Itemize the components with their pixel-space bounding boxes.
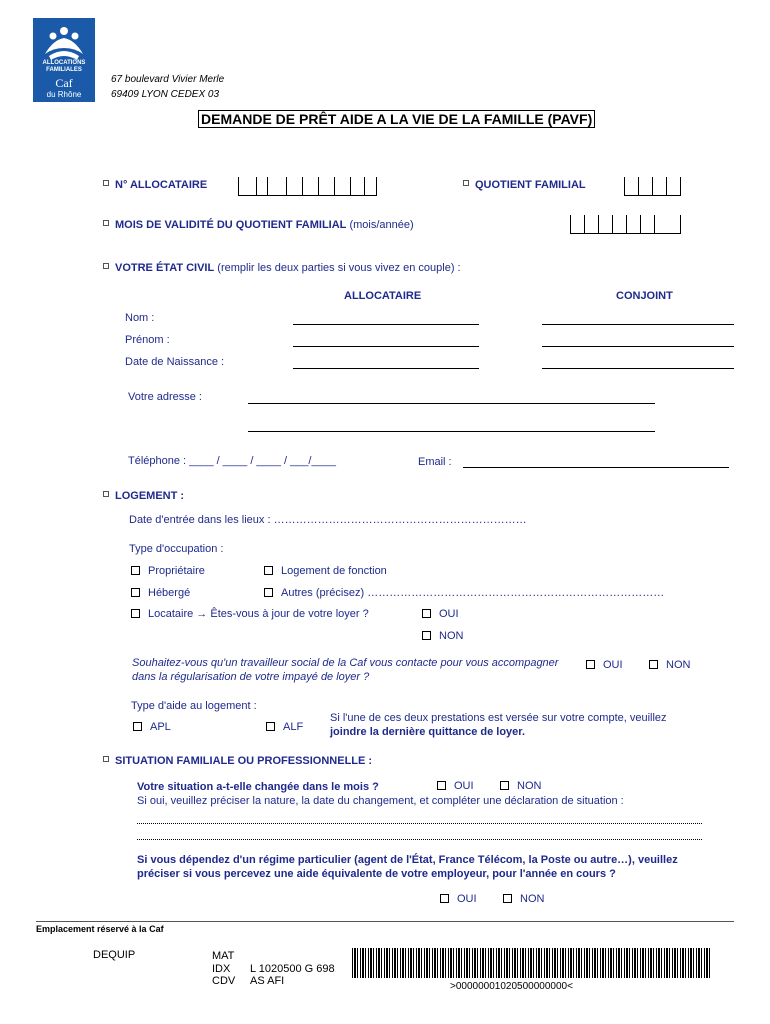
barcode-text: >00000001020500000000<	[450, 981, 573, 992]
loyer-non-label: NON	[439, 630, 464, 642]
page-title: DEMANDE DE PRÊT AIDE A LA VIE DE LA FAMILLE (PAVF)	[198, 110, 595, 128]
bullet-icon	[103, 263, 109, 269]
social-question: Souhaitez-vous qu'un travailleur social de la Caf vous contacte pour vous accompagner dans la régularisation de votre impayé de loyer ?	[132, 657, 559, 683]
situation-oui-label: OUI	[454, 780, 474, 792]
social-non-label: NON	[666, 659, 691, 671]
apl-label: APL	[150, 721, 171, 733]
regime-question: Si vous dépendez d'un régime particulier (agent de l'État, France Télécom, la Poste ou autre…), veuillez préciser si vous percevez une aide équivalente de votre employeur, pour l'année en cours ?	[137, 854, 678, 880]
checkbox-icon[interactable]	[131, 566, 140, 575]
telephone-field[interactable]: Téléphone : ____ / ____ / ____ / ___/____	[128, 455, 336, 467]
locataire-label: Locataire → Êtes-vous à jour de votre loyer ?	[148, 608, 369, 620]
allocataire-number-text: N° ALLOCATAIRE	[115, 179, 208, 191]
loyer-oui-option[interactable]	[422, 608, 459, 620]
proprietaire-option[interactable]	[131, 565, 205, 577]
situation-label: SITUATION FAMILIALE OU PROFESSIONNELLE :	[115, 755, 373, 767]
situation-heading	[103, 755, 372, 767]
proprietaire-label: Propriétaire	[148, 565, 205, 577]
bullet-icon	[103, 491, 109, 497]
bullet-icon	[103, 180, 109, 186]
situation-question: Votre situation a-t-elle changée dans le mois ?	[137, 781, 379, 793]
bullet-icon	[103, 220, 109, 226]
naissance-conjoint-field[interactable]	[542, 368, 734, 369]
situation-details-field-1[interactable]	[137, 823, 702, 824]
fonction-label: Logement de fonction	[281, 565, 387, 577]
checkbox-icon[interactable]	[264, 588, 273, 597]
prenom-label: Prénom :	[125, 334, 170, 346]
logo-line1: ALLOCATIONS	[42, 60, 86, 66]
bullet-icon	[103, 756, 109, 762]
checkbox-icon[interactable]	[500, 781, 509, 790]
checkbox-icon[interactable]	[264, 566, 273, 575]
checkbox-icon[interactable]	[266, 722, 275, 731]
regime-oui-option[interactable]	[440, 893, 477, 905]
type-occupation-label: Type d'occupation :	[129, 543, 224, 555]
alf-label: ALF	[283, 721, 304, 733]
caf-logo	[33, 18, 95, 102]
logement-heading	[103, 490, 184, 502]
logo-region: du Rhône	[46, 90, 82, 99]
quotient-field[interactable]	[624, 177, 681, 196]
regime-non-option[interactable]	[503, 893, 544, 905]
logo-brand: Caf	[55, 76, 73, 90]
fonction-option[interactable]	[264, 565, 387, 577]
checkbox-icon[interactable]	[131, 609, 140, 618]
allocataire-number-label	[103, 179, 207, 191]
loyer-oui-label: OUI	[439, 608, 459, 620]
regime-non-label: NON	[520, 893, 545, 905]
regime-oui-label: OUI	[457, 893, 477, 905]
social-oui-option[interactable]	[586, 659, 623, 671]
col-conjoint: CONJOINT	[616, 290, 673, 302]
email-label: Email :	[418, 456, 452, 468]
etat-civil-label: VOTRE ÉTAT CIVIL	[115, 262, 215, 274]
idx-label: IDX	[212, 963, 231, 975]
aide-label: Type d'aide au logement :	[131, 700, 257, 712]
adresse-field-1[interactable]	[248, 403, 655, 404]
prenom-conjoint-field[interactable]	[542, 346, 734, 347]
aide-note	[330, 711, 690, 739]
dequip-label: DEQUIP	[93, 949, 136, 961]
reserved-label: Emplacement réservé à la Caf	[36, 924, 164, 934]
mois-validite-hint: (mois/année)	[349, 219, 414, 231]
alf-option[interactable]	[266, 721, 303, 733]
etat-civil-hint: (remplir les deux parties si vous vivez en couple) :	[217, 262, 461, 274]
autres-option[interactable]	[264, 587, 664, 599]
allocataire-number-field[interactable]	[238, 177, 377, 196]
prenom-allocataire-field[interactable]	[293, 346, 479, 347]
quotient-text: QUOTIENT FAMILIAL	[475, 179, 586, 191]
bullet-icon	[463, 180, 469, 186]
checkbox-icon[interactable]	[649, 660, 658, 669]
heberge-option[interactable]	[131, 587, 190, 599]
mois-validite-label	[103, 219, 414, 231]
situation-non-label: NON	[517, 780, 542, 792]
adresse-label: Votre adresse :	[128, 391, 202, 403]
checkbox-icon[interactable]	[131, 588, 140, 597]
situation-oui-option[interactable]	[437, 780, 474, 792]
nom-label: Nom :	[125, 312, 155, 324]
social-non-option[interactable]	[649, 659, 690, 671]
address-line1: 67 boulevard Vivier Merle	[111, 74, 225, 85]
naissance-label: Date de Naissance :	[125, 356, 225, 368]
mois-validite-field[interactable]	[570, 215, 681, 234]
cdv-value: AS AFI	[250, 975, 285, 987]
checkbox-icon[interactable]	[422, 609, 431, 618]
checkbox-icon[interactable]	[437, 781, 446, 790]
checkbox-icon[interactable]	[440, 894, 449, 903]
logement-label: LOGEMENT :	[115, 490, 185, 502]
checkbox-icon[interactable]	[133, 722, 142, 731]
footer-divider	[36, 921, 734, 922]
date-entree-field[interactable]: Date d'entrée dans les lieux : ……………………………………………………………	[129, 514, 527, 526]
idx-value: L 1020500 G 698	[250, 963, 335, 975]
mat-label: MAT	[212, 950, 235, 962]
situation-precision: Si oui, veuillez préciser la nature, la date du changement, et compléter une déclaration de situation :	[137, 795, 624, 807]
checkbox-icon[interactable]	[503, 894, 512, 903]
mois-validite-text: MOIS DE VALIDITÉ DU QUOTIENT FAMILIAL	[115, 219, 347, 231]
situation-non-option[interactable]	[500, 780, 541, 792]
logo-line2: FAMILIALES	[46, 67, 82, 73]
cdv-label: CDV	[212, 975, 236, 987]
checkbox-icon[interactable]	[586, 660, 595, 669]
etat-civil-heading	[103, 262, 461, 274]
checkbox-icon[interactable]	[422, 631, 431, 640]
barcode	[352, 948, 710, 978]
aide-note-text: Si l'une de ces deux prestations est versée sur votre compte, veuillez	[330, 712, 667, 724]
quotient-label	[463, 179, 586, 191]
email-field[interactable]	[463, 467, 729, 468]
social-oui-label: OUI	[603, 659, 623, 671]
col-allocataire: ALLOCATAIRE	[344, 290, 422, 302]
autres-label: Autres (précisez) ………………………………………………………………………	[281, 587, 665, 599]
aide-note-bold: joindre la dernière quittance de loyer.	[330, 726, 526, 738]
loyer-non-option[interactable]	[422, 630, 463, 642]
adresse-field-2[interactable]	[248, 431, 655, 432]
nom-allocataire-field[interactable]	[293, 324, 479, 325]
naissance-allocataire-field[interactable]	[293, 368, 479, 369]
locataire-option[interactable]	[131, 608, 369, 620]
apl-option[interactable]	[133, 721, 171, 733]
heberge-label: Hébergé	[148, 587, 191, 599]
nom-conjoint-field[interactable]	[542, 324, 734, 325]
address-line2: 69409 LYON CEDEX 03	[111, 89, 220, 100]
situation-details-field-2[interactable]	[137, 839, 702, 840]
